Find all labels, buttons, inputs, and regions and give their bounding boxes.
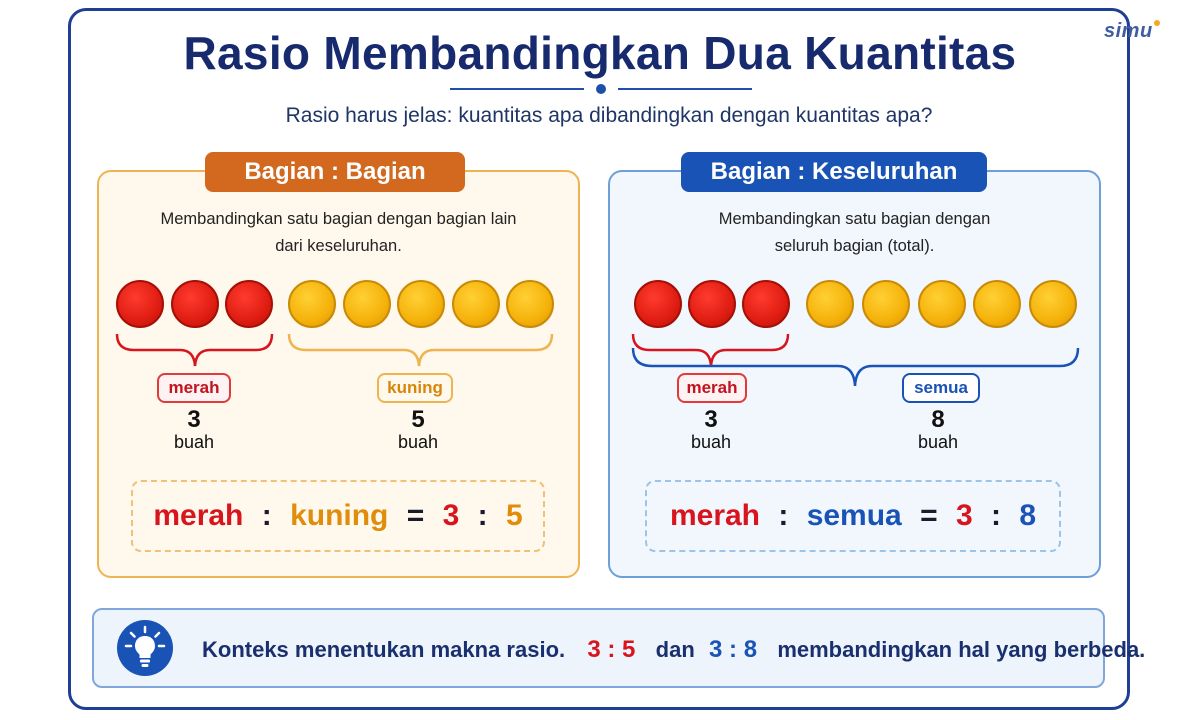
description-line: Membandingkan satu bagian dengan bagian lain <box>160 210 517 228</box>
yellow-ball <box>1029 280 1077 328</box>
yellow-ball <box>452 280 500 328</box>
title-rule-right <box>618 88 752 90</box>
part-to-whole-description <box>608 206 1101 260</box>
note-ratio-part-whole: 3 : 8 <box>709 636 758 663</box>
ratio-colon: : <box>991 499 1001 532</box>
red-ball <box>116 280 164 328</box>
merah-unit: buah <box>173 432 215 452</box>
ratio-value-a: 3 <box>442 499 460 532</box>
ratio-colon: : <box>477 499 488 532</box>
merah-count: 3 <box>187 406 201 433</box>
ratio-equals: = <box>920 499 938 532</box>
red-ball <box>225 280 273 328</box>
yellow-ball <box>806 280 854 328</box>
part-to-part-description <box>97 206 580 260</box>
brand-logo: simu <box>1104 20 1153 43</box>
ratio-term-semua: semua <box>806 499 902 532</box>
merah-count: 3 <box>704 406 718 433</box>
description-line: dari keseluruhan. <box>275 237 402 255</box>
yellow-ball <box>862 280 910 328</box>
merah-unit: buah <box>690 432 732 452</box>
kuning-label: kuning <box>377 373 453 403</box>
page-subtitle: Rasio harus jelas: kuantitas apa dibandingkan dengan kuantitas apa? <box>285 104 933 127</box>
note-text-middle: dan <box>655 637 695 662</box>
note-text-before: Konteks menentukan makna rasio. <box>202 637 566 662</box>
ratio-value-a: 3 <box>955 499 973 532</box>
merah-label: merah <box>677 373 747 403</box>
ratio-term-merah: merah <box>669 499 760 532</box>
red-ball <box>634 280 682 328</box>
yellow-group-brace <box>286 330 558 370</box>
red-ball <box>688 280 736 328</box>
part-to-whole-ratio <box>645 480 1061 552</box>
kuning-unit: buah <box>397 432 439 452</box>
part-to-part-ratio <box>131 480 545 552</box>
ratio-value-b: 8 <box>1019 499 1037 532</box>
description-line: seluruh bagian (total). <box>774 237 935 255</box>
yellow-ball <box>506 280 554 328</box>
yellow-ball <box>973 280 1021 328</box>
yellow-ball <box>397 280 445 328</box>
merah-label: merah <box>157 373 231 403</box>
title-rule-left <box>450 88 584 90</box>
red-ball <box>742 280 790 328</box>
ratio-term-kuning: kuning <box>290 499 389 532</box>
part-to-whole-header: Bagian : Keseluruhan <box>681 152 987 192</box>
ratio-equals: = <box>406 499 425 532</box>
semua-count: 8 <box>931 406 945 433</box>
lightbulb-icon <box>117 620 173 676</box>
note-text-after: membandingkan hal yang berbeda. <box>777 637 1146 662</box>
yellow-ball <box>288 280 336 328</box>
ratio-term-merah: merah <box>153 499 244 532</box>
title-rule-dot <box>596 84 606 94</box>
yellow-ball <box>343 280 391 328</box>
red-ball <box>171 280 219 328</box>
ratio-value-b: 5 <box>505 499 523 532</box>
semua-label: semua <box>902 373 980 403</box>
semua-unit: buah <box>917 432 959 452</box>
kuning-count: 5 <box>411 406 425 433</box>
ratio-colon: : <box>261 499 272 532</box>
description-line: Membandingkan satu bagian dengan <box>718 210 991 228</box>
red-group-brace <box>114 330 276 370</box>
context-note-text <box>202 636 1145 664</box>
yellow-ball <box>918 280 966 328</box>
page-title: Rasio Membandingkan Dua Kuantitas <box>183 27 1017 79</box>
part-to-part-header: Bagian : Bagian <box>205 152 465 192</box>
ratio-colon: : <box>778 499 789 532</box>
note-ratio-part-part: 3 : 5 <box>587 636 636 663</box>
